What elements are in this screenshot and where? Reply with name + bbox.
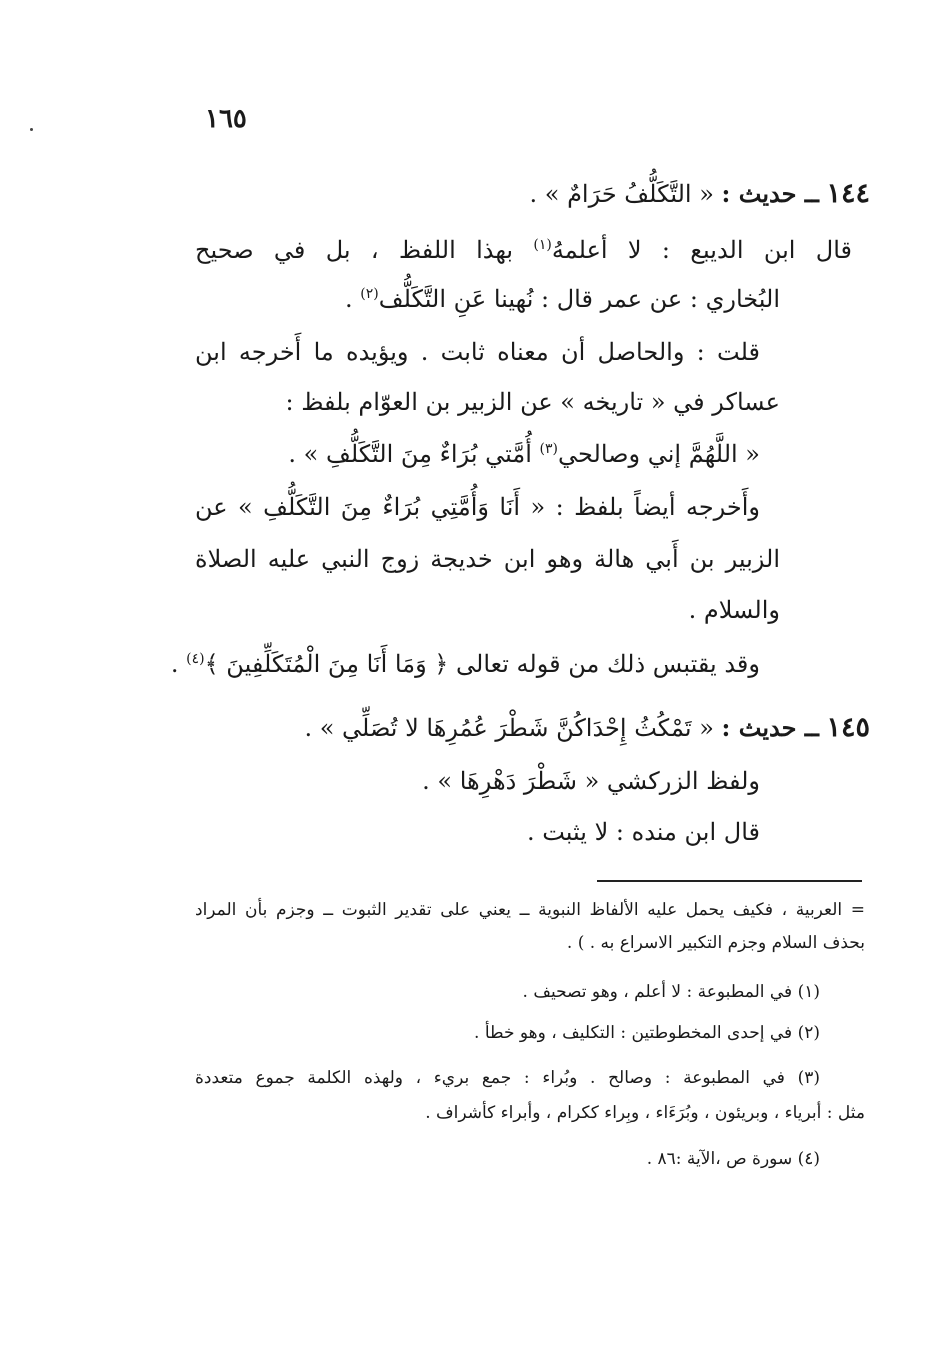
text-line: قلت : والحاصل أن معناه ثابت . ويؤيده ما أَخرجه ابن <box>195 338 760 366</box>
footnote-line: = العربية ، فكيف يحمل عليه الألفاظ النبوية ــ يعني على تقدير الثبوت ــ وجزم بأن المراد <box>195 900 865 920</box>
text-span: البُخاري : عن عمر قال : نُهينا عَنِ التَّكَلُّف <box>378 285 780 313</box>
footnote-1: (١) في المطبوعة : لا أعلم ، وهو تصحيف . <box>522 982 820 1002</box>
footnote-4: (٤) سورة ص ،الآية :٨٦ . <box>646 1149 820 1169</box>
text-line: الزبير بن أَبي هالة وهو ابن خديجة زوج النبي عليه الصلاة <box>195 545 780 573</box>
text-line: قال ابن منده : لا يثبت . <box>526 818 760 846</box>
text-span: أُمَّتي بُرَاءٌ مِنَ التَّكَلُّفِ » . <box>288 440 532 468</box>
text-span: . <box>345 285 353 313</box>
footnotes <box>195 0 865 1359</box>
entry-quote: « تَمْكُثُ إِحْدَاكُنَّ شَطْرَ عُمُرِهَا لا تُصَلِّي » . <box>304 714 714 742</box>
scan-speck <box>30 128 33 131</box>
footnote-ref: (٣) <box>539 441 559 457</box>
footnote-ref: (٢) <box>360 286 379 302</box>
footnote-ref: (٤) <box>186 651 205 667</box>
entry-quote: « التَّكَلُّفُ حَرَامٌ » . <box>529 180 714 208</box>
entry-number: ١٤٥ <box>826 712 870 743</box>
footnote-ref: (١) <box>533 237 552 253</box>
text-span: قال ابن الديبع : لا أعلمهُ <box>551 236 852 264</box>
footnote-line: مثل : أبرياء ، وبريئون ، وبُرَءَاء ، وبِراء ككرام ، وأبراء كأشراف . <box>425 1103 865 1123</box>
text-line: وأَخرجه أيضاً بلفظ : « أَنَا وَأُمَّتِي بُرَاءٌ مِنَ التَّكَلُّفِ » عن <box>195 493 760 521</box>
footnote-3: (٣) في المطبوعة : وصالح . وبُراء : جمع بريء ، ولهذه الكلمة جموع متعددة <box>195 1068 820 1088</box>
footnote-2: (٢) في إحدى المخطوطتين : التكليف ، وهو خطأ . <box>474 1023 820 1043</box>
text-line: عساكر في « تاريخه » عن الزبير بن العوّام بلفظ : <box>285 388 780 416</box>
text-span: بهذا اللفظ ، بل في صحيح <box>195 236 514 264</box>
page-number: ١٦٥ <box>205 104 247 134</box>
entry-label: ــ حديث : <box>721 179 819 208</box>
text-span: . <box>170 650 179 678</box>
text-line: والسلام . <box>688 596 780 624</box>
text-span: « اللَّهُمَّ إني وصالحي <box>558 440 760 468</box>
entry-number: ١٤٤ <box>826 178 870 209</box>
entry-label: ــ حديث : <box>721 713 819 742</box>
text-span: وقد يقتبس ذلك من قوله تعالى ﴿ وَمَا أَنَا مِنَ الْمُتَكَلِّفِينَ ﴾ <box>204 650 760 678</box>
text-line: ولفظ الزركشي « شَطْرَ دَهْرِهَا » . <box>422 767 760 795</box>
footnote-line: بحذف السلام وجزم التكبير الاسراع به . ) . <box>566 933 865 953</box>
